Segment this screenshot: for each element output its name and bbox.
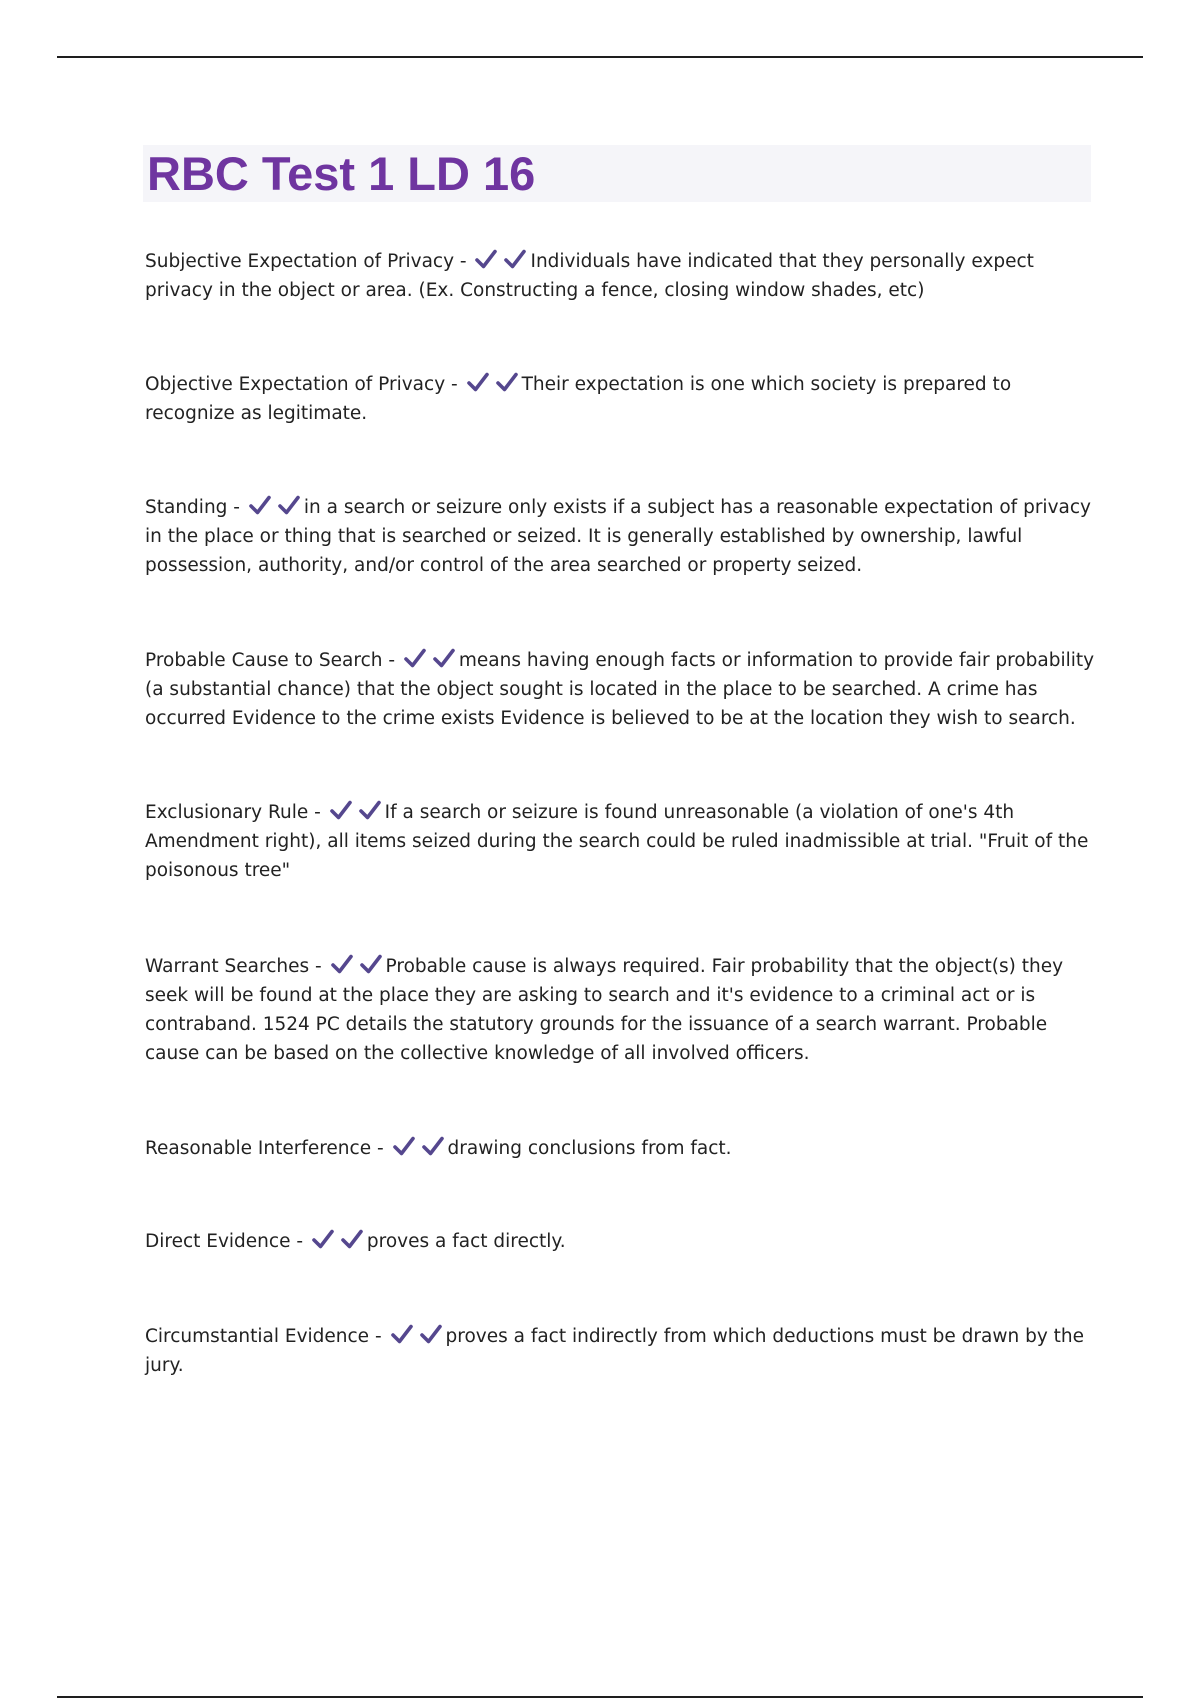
entry-separator: -: [309, 956, 328, 977]
entry-term: Objective Expectation of Privacy: [145, 374, 446, 395]
entry-separator: -: [454, 251, 473, 272]
bottom-divider: [57, 1696, 1143, 1698]
double-check-icon: [474, 248, 527, 270]
check-icon: [390, 1323, 414, 1345]
double-check-icon: [390, 1323, 443, 1345]
check-icon: [421, 1135, 445, 1157]
flashcard-entry: [145, 370, 1095, 428]
check-icon: [403, 647, 427, 669]
flashcard-entry: [145, 493, 1095, 580]
check-icon: [392, 1135, 416, 1157]
entry-term: Warrant Searches: [145, 956, 310, 977]
double-check-icon: [466, 371, 519, 393]
entry-definition: Individuals have indicated that they personally expect privacy in the object or area. (Ex. Constructing a fence, closing window shades, etc): [145, 251, 1034, 301]
entry-term: Standing: [145, 497, 228, 518]
flashcard-entry: [145, 952, 1095, 1068]
check-icon: [329, 799, 353, 821]
check-icon: [432, 647, 456, 669]
entry-definition: If a search or seizure is found unreasonable (a violation of one's 4th Amendment right), all items seized during the search could be ruled inadmissible at trial. "Fruit of the poisonous tree": [145, 802, 1089, 881]
entry-separator: -: [308, 802, 327, 823]
entry-term: Direct Evidence: [145, 1231, 291, 1252]
flashcard-entry: [145, 1227, 1095, 1256]
entry-term: Exclusionary Rule: [145, 802, 309, 823]
flashcard-entry: [145, 646, 1095, 733]
check-icon: [419, 1323, 443, 1345]
entry-definition: proves a fact directly.: [366, 1231, 566, 1252]
check-icon: [277, 494, 301, 516]
check-icon: [311, 1228, 335, 1250]
flashcard-entry: [145, 798, 1095, 885]
double-check-icon: [329, 799, 382, 821]
check-icon: [466, 371, 490, 393]
entry-term: Circumstantial Evidence: [145, 1326, 370, 1347]
check-icon: [503, 248, 527, 270]
top-divider: [57, 56, 1143, 58]
double-check-icon: [330, 953, 383, 975]
double-check-icon: [311, 1228, 364, 1250]
check-icon: [358, 799, 382, 821]
entry-separator: -: [227, 497, 246, 518]
page-title: RBC Test 1 LD 16: [147, 147, 536, 200]
entry-separator: -: [382, 650, 401, 671]
entry-separator: -: [445, 374, 464, 395]
check-icon: [359, 953, 383, 975]
flashcard-entry: [145, 1134, 1095, 1163]
entry-separator: -: [369, 1326, 388, 1347]
check-icon: [330, 953, 354, 975]
double-check-icon: [248, 494, 301, 516]
entry-term: Reasonable Interference: [145, 1138, 372, 1159]
entry-separator: -: [371, 1138, 390, 1159]
entry-term: Subjective Expectation of Privacy: [145, 251, 455, 272]
entry-separator: -: [290, 1231, 309, 1252]
entry-definition: Probable cause is always required. Fair probability that the object(s) they seek will be found at the place they are asking to search and it's evidence to a criminal act or is contraband. 1524 PC details the statutory grounds for the issuance of a search warrant. Probable cause can be based on the collective knowledge of all involved officers.: [145, 956, 1064, 1064]
double-check-icon: [403, 647, 456, 669]
entry-definition: Their expectation is one which society is prepared to recognize as legitimate.: [145, 374, 1012, 424]
check-icon: [248, 494, 272, 516]
entry-definition: drawing conclusions from fact.: [447, 1138, 732, 1159]
entry-definition: in a search or seizure only exists if a subject has a reasonable expectation of privacy in the place or thing that is searched or seized. It is generally established by ownership, lawful possession, authority, and/or control of the area searched or property seized.: [145, 497, 1091, 576]
entry-definition: proves a fact indirectly from which deductions must be drawn by the jury.: [145, 1326, 1085, 1376]
entry-definition: means having enough facts or information to provide fair probability (a substantial chance) that the object sought is located in the place to be searched. A crime has occurred Evidence to the crime exists Evidence is believed to be at the location they wish to search.: [145, 650, 1095, 729]
flashcard-entry: [145, 1322, 1095, 1380]
entry-term: Probable Cause to Search: [145, 650, 383, 671]
check-icon: [474, 248, 498, 270]
flashcard-entry: [145, 247, 1095, 305]
check-icon: [495, 371, 519, 393]
check-icon: [340, 1228, 364, 1250]
double-check-icon: [392, 1135, 445, 1157]
